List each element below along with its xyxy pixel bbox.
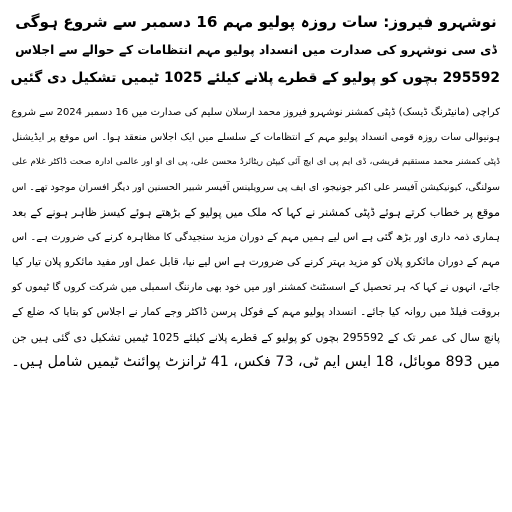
body-line-8: جائے، انہوں نے کہا کہ ہر تحصیل کے اسسٹنٹ کمشنر اور میں خود بھی مارننگ اسمبلی میں شرکت کروں گا ٹیموں کو: [12, 282, 500, 293]
body-line-6: ہماری ذمہ داری اور بڑھ گئی ہے اس لیے ہمیں مہم کے دوران مزید سنجیدگی کا مظاہرہ کرنے کی ضرورت ہے۔ اس: [12, 232, 500, 243]
body-line-11: میں 893 موبائل، 18 ایس ایم ٹی، 73 فکس، 41 ٹرانزٹ پوائنٹ ٹیمیں شامل ہیں۔: [11, 354, 500, 370]
body-line-7: مہم کے دوران مائکرو پلان کو مزید بہتر کرنے کی ضرورت ہے اس لیے نیا، قابل عمل اور مفید مائکرو پلان تیار کیا: [12, 256, 500, 268]
body-line-4: سولنگی، کیونیکیشن آفیسر علی اکبر جونیجو، ای ایف پی سرویلینس آفیسر شبیر الحسنین اور دیگر افسران موجود تھے۔ اس: [12, 182, 500, 193]
article-body: [12, 100, 500, 375]
body-line-5: موقع پر خطاب کرتے ہوئے ڈپٹی کمشنر نے کہا کہ ملک میں پولیو کے بڑھتے ہوئے کیسز ظاہر ہونے کے بعد: [12, 206, 500, 219]
divider-space: [12, 92, 500, 100]
body-line-10: پانچ سال کی عمر تک کے 295592 بچوں کو پولیو کے قطرے پلانے کیلئے 1025 ٹیمیں تشکیل دی گئی ہیں جن: [12, 331, 500, 344]
headline-2: ڈی سی نوشہرو کی صدارت میں انسداد پولیو مہم انتظامات کے حوالے سے اجلاس: [15, 43, 497, 57]
headline-3: 295592 بچوں کو پولیو کے قطرے پلانے کیلئے 1025 ٹیمیں تشکیل دی گئیں: [10, 70, 500, 86]
body-line-1: کراچی (مانیٹرنگ ڈیسک) ڈپٹی کمشنر نوشہرو فیروز محمد ارسلان سلیم کی صدارت میں 16 دسمبر 2024 سے شروع: [11, 107, 500, 118]
headline-1: نوشہرو فیروز: سات روزہ پولیو مہم 16 دسمبر سے شروع ہوگی: [15, 13, 497, 31]
body-line-3: ڈپٹی کمشنر محمد مستقیم قریشی، ڈی ایم پی ای ایچ آئی کیپٹن ریٹائرڈ محسن علی، پی ای او اور عالمی ادارہ صحت ڈاکٹر غلام علی: [12, 157, 500, 167]
body-line-9: بروقت فیلڈ میں روانہ کیا جائے۔ انسداد پولیو مہم کے فوکل پرسن ڈاکٹر وجے کمار نے اجلاس کو بتایا کہ ضلع کے: [12, 306, 500, 318]
body-line-2: ہونیوالی سات روزہ قومی انسداد پولیو مہم کے انتظامات کے سلسلے میں ایک اجلاس منعقد ہوا۔ اس موقع پر ایڈیشنل: [12, 132, 500, 143]
